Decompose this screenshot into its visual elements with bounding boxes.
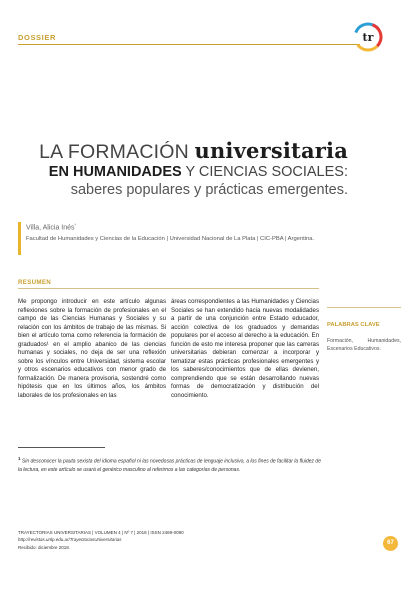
journal-info: [18, 529, 278, 551]
title-line-3: saberes populares y prácticas emergentes.: [70, 182, 348, 198]
author-name: Villa, Alicia Inés*: [26, 222, 77, 232]
received-date: Recibido: diciembre 2018.: [18, 544, 71, 550]
article-title: [18, 140, 348, 200]
title-line-1: LA FORMACIÓN universitaria: [39, 138, 348, 163]
section-label: DOSSIER: [18, 33, 56, 42]
abstract-column-2: áreas correspondientes a las Humanidades y Ciencias Sociales se han extendido hacia nuevas modalidades a partir de una conjunción entre Estado educador, acción colectiva de los graduados y demandas populares por el acceso al derecho a la educación. En función de esto me interesa proponer que las carreras universitarias debieran comenzar a incorporar y tematizar estas prácticas profesionales emergentes y los saberes/conocimientos que de ellas devienen, comprendiendo que se están desarrollando nuevas formas de democratización y distribución del conocimiento.: [171, 298, 319, 400]
abstract-column-1: Me propongo introducir en este artículo algunas reflexiones sobre la formación de profesionales en el campo de las Ciencias Humanas y Sociales y su relación con los ámbitos de trabajo de las mismas. Si bien el artículo toma como referencia la formación de graduados¹ en el amplio abanico de las ciencias humanas y sociales, no deja de ser una reflexión sobre los vínculos entre Universidad, sistema escolar y otros escenarios educativos con menor grado de formalización. De manera provisoria, sostendré como hipótesis que en los últimos años, los ámbitos laborales de los profesionales en las: [18, 298, 166, 400]
keywords-list: Formación, Humanidades, Escenarios Educativos.: [327, 338, 401, 352]
logo-text: tr: [362, 31, 374, 44]
footnote-divider: [18, 447, 105, 448]
abstract-divider: [18, 288, 319, 289]
abstract-label: RESUMEN: [18, 279, 52, 286]
keywords-divider: [327, 307, 401, 308]
keywords-label: PALABRAS CLAVE: [327, 322, 380, 328]
author-accent-bar: [18, 222, 21, 255]
section-divider: [18, 44, 360, 45]
journal-url[interactable]: http://revistas.unlp.edu.ar/TrayectoriasUniversitarias: [18, 537, 122, 543]
journal-citation: TRAYECTORIAS UNIVERSITARIAS | VOLUMEN 4 | Nº 7 | 2018 | ISSN 2469-0090: [18, 530, 184, 535]
journal-logo-icon: [353, 22, 383, 52]
footnote: $^1$ Sin desconocer la pauta sexista del idioma español ni las novedosas prácticas de lenguaje inclusivo, a los fines de facilitar la fluidez de la lectura, en este artículo se usará el genérico masculino al referirnos a las categorías de personas.: [18, 456, 321, 473]
title-line-2: EN HUMANIDADES Y CIENCIAS SOCIALES:: [48, 164, 348, 180]
author-affiliation: Facultad de Humanidades y Ciencias de la Educación | Universidad Nacional de La Plata | CIC-PBA | Argentina.: [26, 236, 315, 242]
page-number-badge: 67: [383, 536, 398, 551]
